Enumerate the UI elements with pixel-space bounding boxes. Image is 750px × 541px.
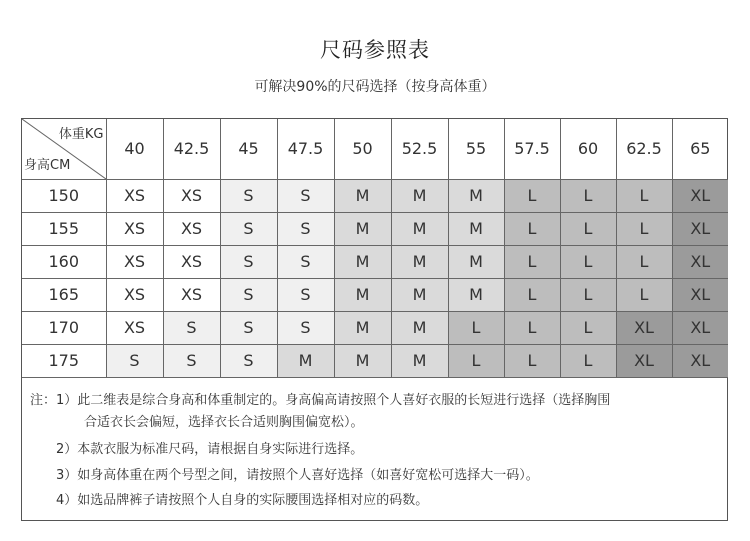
size-cell: M [334,212,391,245]
weight-header-cell: 60 [560,119,616,179]
note-1-line-1: 注：1）此二维表是综合身高和体重制定的。身高偏高请按照个人喜好衣服的长短进行选择（选择胸围 [30,393,611,408]
size-chart [21,118,728,521]
size-cell: M [334,245,391,278]
size-cell: L [560,311,616,344]
size-cell: L [560,344,616,377]
size-cell: M [334,344,391,377]
size-cell: M [448,278,504,311]
table-row [22,245,728,278]
note-4: 4）如选品牌裤子请按照个人自身的实际腰围选择相对应的码数。 [56,493,429,508]
size-cell: XS [106,311,163,344]
size-cell: XS [106,179,163,212]
size-cell: S [220,179,277,212]
size-cell: XL [672,212,728,245]
weight-header-cell: 50 [334,119,391,179]
size-cell: L [448,344,504,377]
size-cell: L [504,212,560,245]
size-cell: M [448,212,504,245]
size-cell: L [560,179,616,212]
height-axis-label: 身高CM [24,157,71,173]
table-header-row [22,119,728,179]
size-cell: XL [672,311,728,344]
size-cell: S [277,212,334,245]
size-cell: L [560,212,616,245]
weight-header-cell: 55 [448,119,504,179]
size-cell: M [448,245,504,278]
weight-header-cell: 52.5 [391,119,448,179]
size-cell: L [504,278,560,311]
size-cell: XS [163,245,220,278]
height-row-header: 160 [22,245,106,278]
size-cell: M [277,344,334,377]
size-cell: L [616,245,672,278]
note-3: 3）如身高体重在两个号型之间，请按照个人喜好选择（如喜好宽松可选择大一码）。 [56,468,539,483]
size-cell: L [504,311,560,344]
size-cell: S [220,344,277,377]
size-cell: L [616,278,672,311]
table-row [22,311,728,344]
size-cell: M [391,278,448,311]
weight-header-cell: 65 [672,119,728,179]
size-cell: M [391,179,448,212]
weight-header-cell: 45 [220,119,277,179]
size-cell: S [220,278,277,311]
size-cell: M [334,179,391,212]
size-cell: L [616,179,672,212]
size-cell: S [277,278,334,311]
note-1-line-2: 合适衣长会偏短，选择衣长合适则胸围偏宽松）。 [84,415,364,430]
size-cell: XL [672,278,728,311]
size-cell: L [504,344,560,377]
size-cell: L [560,245,616,278]
size-cell: XL [672,179,728,212]
size-cell: M [391,311,448,344]
size-cell: XS [106,278,163,311]
note-2: 2）本款衣服为标准尺码，请根据自身实际进行选择。 [56,442,364,457]
height-row-header: 175 [22,344,106,377]
size-cell: L [560,278,616,311]
size-cell: XS [163,278,220,311]
size-cell: L [448,311,504,344]
size-cell: S [163,344,220,377]
page-title: 尺码参照表 [320,38,430,62]
size-cell: L [504,179,560,212]
size-cell: M [391,212,448,245]
size-cell: S [106,344,163,377]
height-row-header: 165 [22,278,106,311]
weight-header-cell: 47.5 [277,119,334,179]
size-cell: XL [616,311,672,344]
size-cell: S [220,212,277,245]
table-row [22,212,728,245]
size-cell: S [220,245,277,278]
size-cell: XL [672,245,728,278]
size-cell: L [616,212,672,245]
page-subtitle: 可解决90%的尺码选择（按身高体重） [254,79,496,95]
size-cell: L [504,245,560,278]
weight-header-cell: 62.5 [616,119,672,179]
size-cell: S [277,179,334,212]
size-cell: S [220,311,277,344]
weight-header-cell: 40 [106,119,163,179]
height-row-header: 170 [22,311,106,344]
weight-header-cell: 57.5 [504,119,560,179]
size-cell: S [163,311,220,344]
height-row-header: 155 [22,212,106,245]
size-cell: XL [616,344,672,377]
size-cell: M [334,311,391,344]
size-cell: M [391,344,448,377]
size-cell: M [448,179,504,212]
table-corner-cell [22,119,106,179]
size-cell: M [391,245,448,278]
size-cell: S [277,245,334,278]
size-cell: M [334,278,391,311]
table-row [22,344,728,377]
height-row-header: 150 [22,179,106,212]
weight-axis-label: 体重KG [58,127,104,142]
weight-header-cell: 42.5 [163,119,220,179]
table-row [22,179,728,212]
size-table [22,119,728,378]
size-cell: XL [672,344,728,377]
table-row [22,278,728,311]
size-cell: XS [106,212,163,245]
size-cell: XS [163,179,220,212]
size-cell: XS [106,245,163,278]
size-cell: S [277,311,334,344]
size-cell: XS [163,212,220,245]
